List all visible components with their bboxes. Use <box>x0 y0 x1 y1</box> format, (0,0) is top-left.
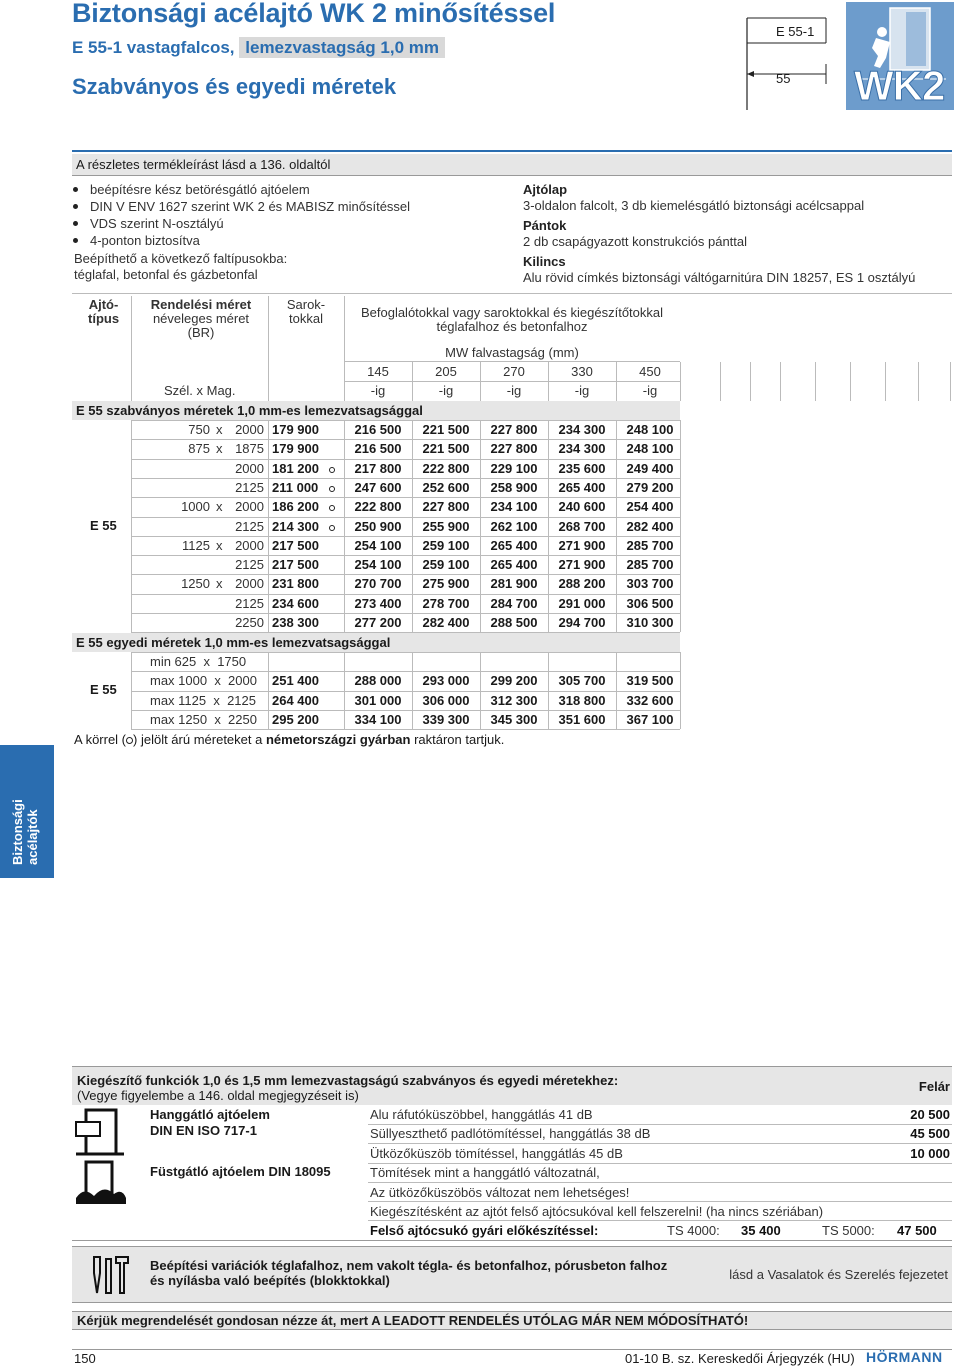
frame-price: 255 900 <box>422 518 470 534</box>
list-item: 4-ponton biztosítva <box>72 232 410 249</box>
frame-price: 299 200 <box>490 673 538 689</box>
corner-price: 179 900 <box>272 422 319 437</box>
divider <box>131 652 132 729</box>
door-type-label: E 55 <box>90 682 117 697</box>
wall-width-cell: 205 <box>435 364 457 379</box>
corner-price: 234 600 <box>272 595 319 611</box>
frame-price: 288 000 <box>354 673 402 689</box>
frame-price: 234 300 <box>558 422 606 437</box>
frame-price: 339 300 <box>422 711 470 727</box>
frame-price: 288 500 <box>490 615 538 630</box>
frame-price: 279 200 <box>626 479 674 495</box>
install-text: Beépítési variációk téglafalhoz, nem vakolt tégla- és betonfalhoz, pórusbeton falhoz és nyílásba való beépítés (blokktokkal) <box>150 1258 668 1288</box>
install-box <box>72 1247 952 1302</box>
size-height: 2125 <box>235 557 264 573</box>
divider <box>680 420 681 632</box>
frame-price: 294 700 <box>558 615 606 630</box>
col-frame-header: Befoglalótokkal vagy saroktokkal és kiegészítőtokkal téglafalhoz és betonfalhoz <box>360 305 664 334</box>
divider <box>131 729 680 730</box>
sound-option-label: Alu ráfutóküszöbbel, hanggátlás 41 dB <box>370 1107 593 1122</box>
feature-list <box>72 181 410 249</box>
divider <box>548 420 549 632</box>
wall-width-cell: 145 <box>367 364 389 379</box>
frame-price: 259 100 <box>422 557 470 573</box>
ig-cell: -ig <box>506 383 522 398</box>
frame-price: 250 900 <box>354 518 402 534</box>
frame-price <box>616 652 684 671</box>
sound-option-label: Ütközőküszöb tömítéssel, hanggátlás 45 dB <box>370 1145 623 1161</box>
custom-size: max 1250 x 2250 <box>150 711 257 727</box>
frame-price: 271 900 <box>558 557 606 573</box>
divider <box>72 1240 952 1241</box>
extras-header <box>72 1067 952 1105</box>
sound-option-price: 45 500 <box>910 1126 950 1142</box>
divider <box>720 362 721 401</box>
frame-price: 301 000 <box>354 692 402 708</box>
divider <box>72 1349 952 1350</box>
frame-price: 227 800 <box>490 422 538 437</box>
divider <box>918 362 919 401</box>
divider <box>72 1302 952 1303</box>
frame-price: 285 700 <box>626 557 674 573</box>
divider <box>131 296 132 401</box>
subtitle-thickness: lemezvastagság 1,0 mm <box>239 37 445 58</box>
closer-label: Felső ajtócsukó gyári előkészítéssel: <box>370 1223 599 1238</box>
frame-price: 235 600 <box>558 460 606 476</box>
divider <box>850 362 851 401</box>
size-x: x <box>216 441 223 457</box>
tools-icon <box>88 1253 132 1297</box>
catalog-name: 01-10 B. sz. Kereskedői Árjegyzék (HU) <box>625 1351 855 1366</box>
size-width <box>150 459 210 478</box>
frame-price: 216 500 <box>354 441 402 457</box>
handle-heading: Kilincs <box>523 254 566 269</box>
ig-cell: -ig <box>574 383 590 398</box>
frame-price: 303 700 <box>626 576 674 592</box>
size-width <box>150 517 210 536</box>
custom-size: max 1000 x 2000 <box>150 673 257 689</box>
divider <box>815 362 816 401</box>
frame-price: 334 100 <box>354 711 402 727</box>
sound-option-price: 10 000 <box>910 1145 950 1161</box>
size-height: 2000 <box>235 537 264 553</box>
divider <box>412 420 413 632</box>
ts4000-price: 35 400 <box>741 1223 781 1238</box>
divider <box>72 1329 952 1330</box>
custom-sizes-header: E 55 egyedi méretek 1,0 mm-es lemezvatsagsággal <box>72 633 680 652</box>
wall-width-cell: 330 <box>571 364 593 379</box>
page-title: Biztonsági acélajtó WK 2 minősítéssel <box>72 0 556 28</box>
subtitle-variant: E 55-1 vastagfalcos, <box>72 38 235 57</box>
stock-dot-icon <box>329 486 335 492</box>
frame-price: 305 700 <box>558 673 606 689</box>
brand-logo: HÖRMANN <box>866 1349 943 1365</box>
divider <box>344 381 680 382</box>
corner-price: 211 000 <box>272 479 319 495</box>
ig-cell: -ig <box>438 383 454 398</box>
custom-size: min 625 x 1750 <box>150 654 247 669</box>
size-width: 875 <box>188 441 210 457</box>
size-height: 2000 <box>235 576 264 592</box>
divider <box>680 362 681 401</box>
size-height: 1875 <box>235 441 264 457</box>
size-height: 2000 <box>235 422 264 437</box>
standard-sizes-header: E 55 szabványos méretek 1,0 mm-es lemezvatsagsággal <box>72 401 680 420</box>
divider <box>885 362 886 401</box>
divider <box>950 362 951 401</box>
frame-price: 285 700 <box>626 537 674 553</box>
frame-price: 291 000 <box>558 595 606 611</box>
size-width <box>150 594 210 613</box>
frame-price: 282 400 <box>422 615 470 630</box>
frame-price: 306 500 <box>626 595 674 611</box>
frame-price: 278 700 <box>422 595 470 611</box>
frame-price: 247 600 <box>354 479 402 495</box>
product-subtitle <box>72 38 445 58</box>
frame-price: 222 800 <box>422 460 470 476</box>
corner-price: 214 300 <box>272 518 319 534</box>
badge-text: WK2 <box>854 62 945 109</box>
frame-price: 216 500 <box>354 422 402 437</box>
size-width: 1000 <box>181 499 210 515</box>
frame-price: 254 400 <box>626 499 674 515</box>
size-width <box>150 613 210 632</box>
frame-price: 234 100 <box>490 499 538 515</box>
size-height: 2250 <box>235 615 264 630</box>
frame-price: 318 800 <box>558 692 606 708</box>
divider <box>750 362 751 401</box>
frame-price: 227 800 <box>422 499 470 515</box>
frame-price: 288 200 <box>558 576 606 592</box>
stock-note: A körrel ( ) jelölt árú méreteket a németországzi gyárban raktáron tartjuk. <box>74 732 505 747</box>
frame-price: 275 900 <box>422 576 470 592</box>
frame-price: 248 100 <box>626 441 674 457</box>
divider <box>548 652 549 729</box>
hinges-heading: Pántok <box>523 218 567 233</box>
divider <box>344 420 345 632</box>
sound-block-title: Hanggátló ajtóelem DIN EN ISO 717-1 <box>150 1107 270 1138</box>
size-x: x <box>216 422 223 437</box>
list-item: VDS szerint N-osztályú <box>72 215 410 232</box>
col-type-header: Ajtó- típus <box>88 297 120 326</box>
extras-subtitle: (Vegye figyelembe a 146. oldal megjegyzéseit is) <box>77 1088 359 1103</box>
frame-price: 248 100 <box>626 422 674 437</box>
wall-types-label: Beépíthető a következő faltípusokba: <box>74 251 288 266</box>
smoke-line: Az ütközőküszöbös változat nem lehetséges! <box>370 1185 630 1200</box>
frame-price: 217 800 <box>354 460 402 476</box>
corner-price: 295 200 <box>272 711 319 727</box>
frame-price <box>412 652 480 671</box>
divider <box>268 420 269 632</box>
smoke-line: Tömítések mint a hanggátló változatnál, <box>370 1165 600 1180</box>
divider <box>368 1220 952 1221</box>
page-number: 150 <box>74 1351 96 1366</box>
ts5000-price: 47 500 <box>897 1223 937 1238</box>
size-width: 750 <box>188 422 210 437</box>
stock-dot-icon <box>329 505 335 511</box>
divider <box>780 362 781 401</box>
section-subtitle: Szabványos és egyedi méretek <box>72 74 397 99</box>
size-width <box>150 555 210 574</box>
frame-price: 265 400 <box>490 557 538 573</box>
frame-price: 252 600 <box>422 479 470 495</box>
frame-price: 221 500 <box>422 441 470 457</box>
frame-price: 221 500 <box>422 422 470 437</box>
divider <box>344 652 345 729</box>
size-x: x <box>216 499 223 515</box>
profile-label: E 55-1 <box>776 24 815 39</box>
col-corner-header: Sarok- tokkal <box>286 297 326 326</box>
size-x: x <box>216 576 223 592</box>
divider <box>412 652 413 729</box>
frame-price: 268 700 <box>558 518 606 534</box>
divider <box>368 1182 952 1183</box>
ts4000-label: TS 4000: <box>667 1223 720 1238</box>
frame-price: 312 300 <box>490 692 538 708</box>
frame-price: 332 600 <box>626 692 674 708</box>
frame-price: 254 100 <box>354 557 402 573</box>
divider <box>72 293 952 294</box>
frame-price: 249 400 <box>626 460 674 476</box>
door-leaf-heading: Ajtólap <box>523 182 568 197</box>
door-leaf-text: 3-oldalon falcolt, 3 db kiemelésgátló biztonsági acélcsappal <box>523 198 865 213</box>
divider <box>616 420 617 632</box>
corner-price: 231 800 <box>272 576 319 592</box>
frame-price: 293 000 <box>422 673 470 689</box>
wall-thickness-header: MW falvastagság (mm) <box>445 345 579 360</box>
corner-price: 264 400 <box>272 692 319 708</box>
stock-dot-icon <box>329 525 335 531</box>
corner-price: 179 900 <box>272 441 319 457</box>
frame-price: 262 100 <box>490 518 538 534</box>
size-height: 2125 <box>235 479 264 495</box>
handle-text: Alu rövid címkés biztonsági váltógarnitúra DIN 18257, ES 1 osztályú <box>523 270 916 285</box>
list-item: DIN V ENV 1627 szerint WK 2 és MABISZ minősítéssel <box>72 198 410 215</box>
frame-price: 282 400 <box>626 518 674 534</box>
smoke-block-title: Füstgátló ajtóelem DIN 18095 <box>150 1164 331 1179</box>
size-height: 2000 <box>235 460 264 476</box>
header-rule <box>72 150 952 152</box>
frame-price: 254 100 <box>354 537 402 553</box>
corner-price: 217 500 <box>272 557 319 573</box>
corner-price: 217 500 <box>272 537 319 553</box>
size-height: 2125 <box>235 595 264 611</box>
divider <box>616 652 617 729</box>
profile-diagram <box>746 14 842 110</box>
frame-price <box>548 652 616 671</box>
frame-price: 277 200 <box>354 615 402 630</box>
corner-price: 181 200 <box>272 460 319 476</box>
custom-size: max 1125 x 2125 <box>150 692 256 708</box>
ig-cell: -ig <box>642 383 658 398</box>
divider <box>344 296 345 401</box>
divider <box>680 652 681 729</box>
frame-price: 265 400 <box>490 537 538 553</box>
frame-price: 273 400 <box>354 595 402 611</box>
frame-price: 234 300 <box>558 441 606 457</box>
frame-price: 345 300 <box>490 711 538 727</box>
size-width: 1250 <box>181 576 210 592</box>
ig-cell: -ig <box>370 383 386 398</box>
frame-price <box>344 652 412 671</box>
frame-price: 270 700 <box>354 576 402 592</box>
frame-price: 351 600 <box>558 711 606 727</box>
side-tab: Biztonsági acélajtók <box>0 745 54 878</box>
stock-dot-icon <box>329 467 335 473</box>
corner-price: 186 200 <box>272 499 319 515</box>
frame-price: 227 800 <box>490 441 538 457</box>
frame-price: 265 400 <box>558 479 606 495</box>
wall-width-cell: 270 <box>503 364 525 379</box>
sound-option-label: Süllyeszthető padlótömítéssel, hanggátlás 38 dB <box>370 1126 651 1142</box>
extras-title: Kiegészítő funkciók 1,0 és 1,5 mm lemezvastagságú szabványos és egyedi méretekhez: <box>77 1073 619 1088</box>
frame-price: 281 900 <box>490 576 538 592</box>
list-item: beépítésre kész betörésgátló ajtóelem <box>72 181 410 198</box>
door-type-label: E 55 <box>90 518 117 533</box>
size-height: 2000 <box>235 499 264 515</box>
frame-price: 306 000 <box>422 692 470 708</box>
frame-price: 367 100 <box>626 711 674 727</box>
circle-marker-icon <box>126 737 133 744</box>
frame-price: 259 100 <box>422 537 470 553</box>
divider <box>268 652 269 729</box>
order-note: Kérjük megrendelését gondosan nézze át, mert A LEADOTT RENDELÉS UTÓLAG MÁR NEM MÓDOSÍTHATÓ! <box>72 1312 952 1329</box>
corner-price: 251 400 <box>272 673 319 689</box>
wk2-badge <box>846 2 954 110</box>
ts5000-label: TS 5000: <box>822 1223 875 1238</box>
size-height: 2125 <box>235 518 264 534</box>
smoke-line: Kiegészítésként az ajtót felső ajtócsukóval kell felszerelni! (ha nincs szériában) <box>370 1204 824 1219</box>
frame-price: 229 100 <box>490 460 538 476</box>
reference-bar: A részletes termékleírást lásd a 136. oldaltól <box>72 154 952 176</box>
frame-price: 258 900 <box>490 479 538 495</box>
corner-price: 238 300 <box>272 615 319 630</box>
frame-price: 271 900 <box>558 537 606 553</box>
divider <box>480 652 481 729</box>
profile-dimension: 55 <box>776 71 791 86</box>
frame-price: 222 800 <box>354 499 402 515</box>
price-header: Felár <box>918 1079 950 1094</box>
divider <box>480 420 481 632</box>
wall-types: téglafal, betonfal és gázbetonfal <box>74 267 258 282</box>
frame-price: 284 700 <box>490 595 538 611</box>
frame-price: 310 300 <box>626 615 674 630</box>
size-x: x <box>216 537 223 553</box>
wall-width-cell: 450 <box>639 364 661 379</box>
hinges-text: 2 db csapágyazott konstrukciós pánttal <box>523 234 748 249</box>
install-ref: lásd a Vasalatok és Szerelés fejezetet <box>729 1267 948 1282</box>
divider <box>268 296 269 401</box>
frame-price: 319 500 <box>626 673 674 689</box>
col-size-header: Rendelési méret néveleges méret (BR) <box>150 297 252 340</box>
size-unit-label: Szél. x Mag. <box>164 383 236 398</box>
smoke-door-icon <box>74 1160 126 1206</box>
sound-option-price: 20 500 <box>910 1107 950 1122</box>
frame-price <box>480 652 548 671</box>
size-width: 1125 <box>182 537 210 553</box>
divider <box>368 1201 952 1202</box>
frame-price: 240 600 <box>558 499 606 515</box>
divider <box>131 420 132 632</box>
size-width <box>150 478 210 497</box>
